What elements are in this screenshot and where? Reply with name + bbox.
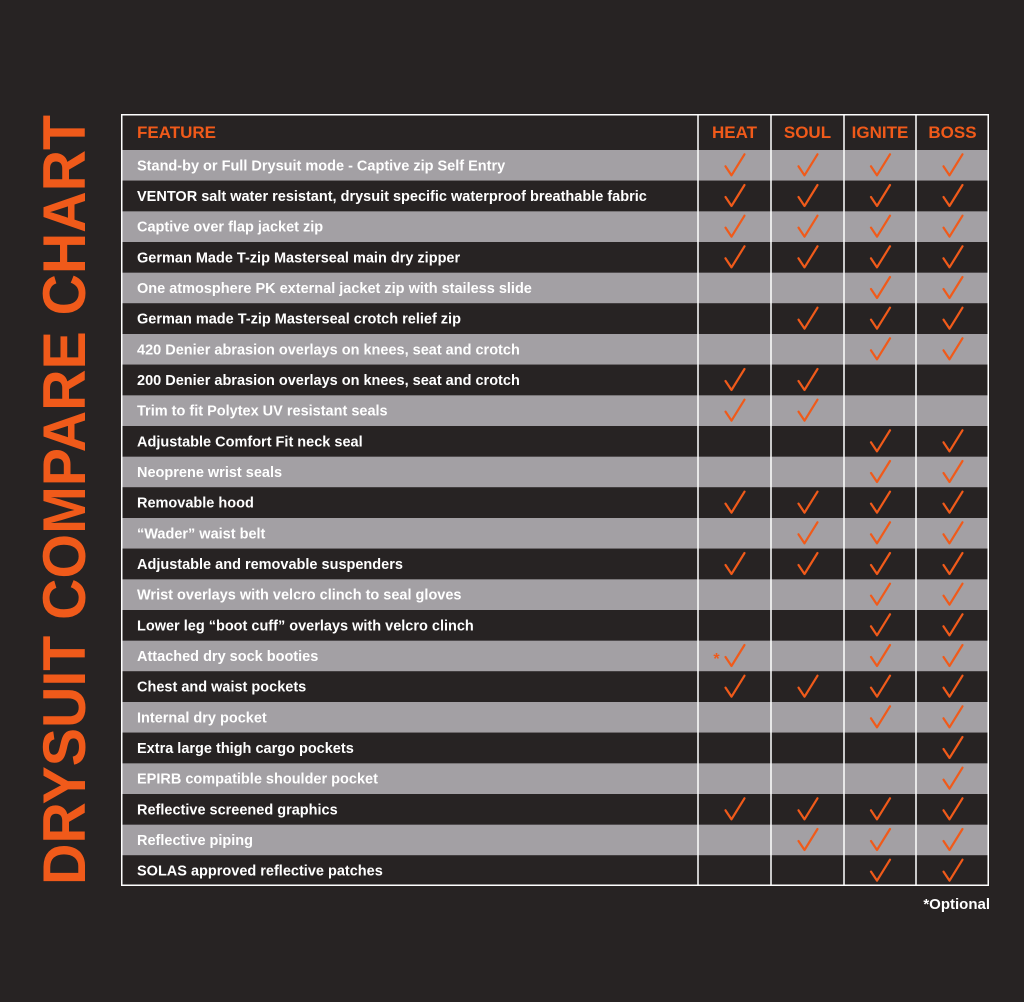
feature-label: Lower leg “boot cuff” overlays with velcro clinch bbox=[137, 618, 474, 635]
feature-label: SOLAS approved reflective patches bbox=[137, 863, 383, 880]
feature-label: 200 Denier abrasion overlays on knees, seat and crotch bbox=[137, 373, 520, 389]
header-model-ignite: IGNITE bbox=[851, 123, 909, 142]
header-model-boss: BOSS bbox=[928, 123, 977, 142]
feature-label: Reflective piping bbox=[137, 833, 254, 849]
optional-footnote: *Optional bbox=[923, 896, 990, 913]
feature-label: Extra large thigh cargo pockets bbox=[137, 741, 354, 757]
header-model-soul: SOUL bbox=[783, 123, 832, 142]
feature-label: EPIRB compatible shoulder pocket bbox=[137, 771, 378, 788]
feature-label: One atmosphere PK external jacket zip with stailess slide bbox=[137, 281, 532, 297]
feature-label: VENTOR salt water resistant, drysuit specific waterproof breathable fabric bbox=[137, 189, 647, 205]
header-feature: FEATURE bbox=[137, 123, 217, 142]
feature-label: Stand-by or Full Drysuit mode - Captive zip Self Entry bbox=[137, 158, 506, 175]
feature-label: Internal dry pocket bbox=[137, 710, 267, 727]
chart-title-text: DRYSUIT COMPARE CHART bbox=[31, 78, 98, 885]
compare-table bbox=[121, 114, 989, 886]
chart-title bbox=[31, 78, 98, 885]
feature-label: Adjustable Comfort Fit neck seal bbox=[137, 434, 363, 451]
feature-label: Attached dry sock booties bbox=[137, 649, 319, 665]
feature-label: Wrist overlays with velcro clinch to seal gloves bbox=[137, 587, 462, 604]
feature-label: “Wader” waist belt bbox=[137, 526, 266, 543]
feature-label: German made T-zip Masterseal crotch relief zip bbox=[137, 311, 461, 328]
feature-label: Neoprene wrist seals bbox=[137, 465, 283, 481]
header-model-heat: HEAT bbox=[711, 123, 758, 142]
feature-label: Trim to fit Polytex UV resistant seals bbox=[137, 403, 388, 420]
optional-marker: * bbox=[713, 651, 720, 668]
chart-title-svg bbox=[31, 78, 98, 885]
feature-label: 420 Denier abrasion overlays on knees, seat and crotch bbox=[137, 342, 520, 359]
feature-label: Captive over flap jacket zip bbox=[137, 219, 324, 236]
feature-label: Chest and waist pockets bbox=[137, 679, 307, 696]
compare-table-svg bbox=[121, 114, 989, 886]
feature-label: Reflective screened graphics bbox=[137, 802, 338, 819]
feature-label: Removable hood bbox=[137, 495, 254, 512]
feature-label: Adjustable and removable suspenders bbox=[137, 557, 403, 573]
feature-label: German Made T-zip Masterseal main dry zipper bbox=[137, 250, 461, 267]
